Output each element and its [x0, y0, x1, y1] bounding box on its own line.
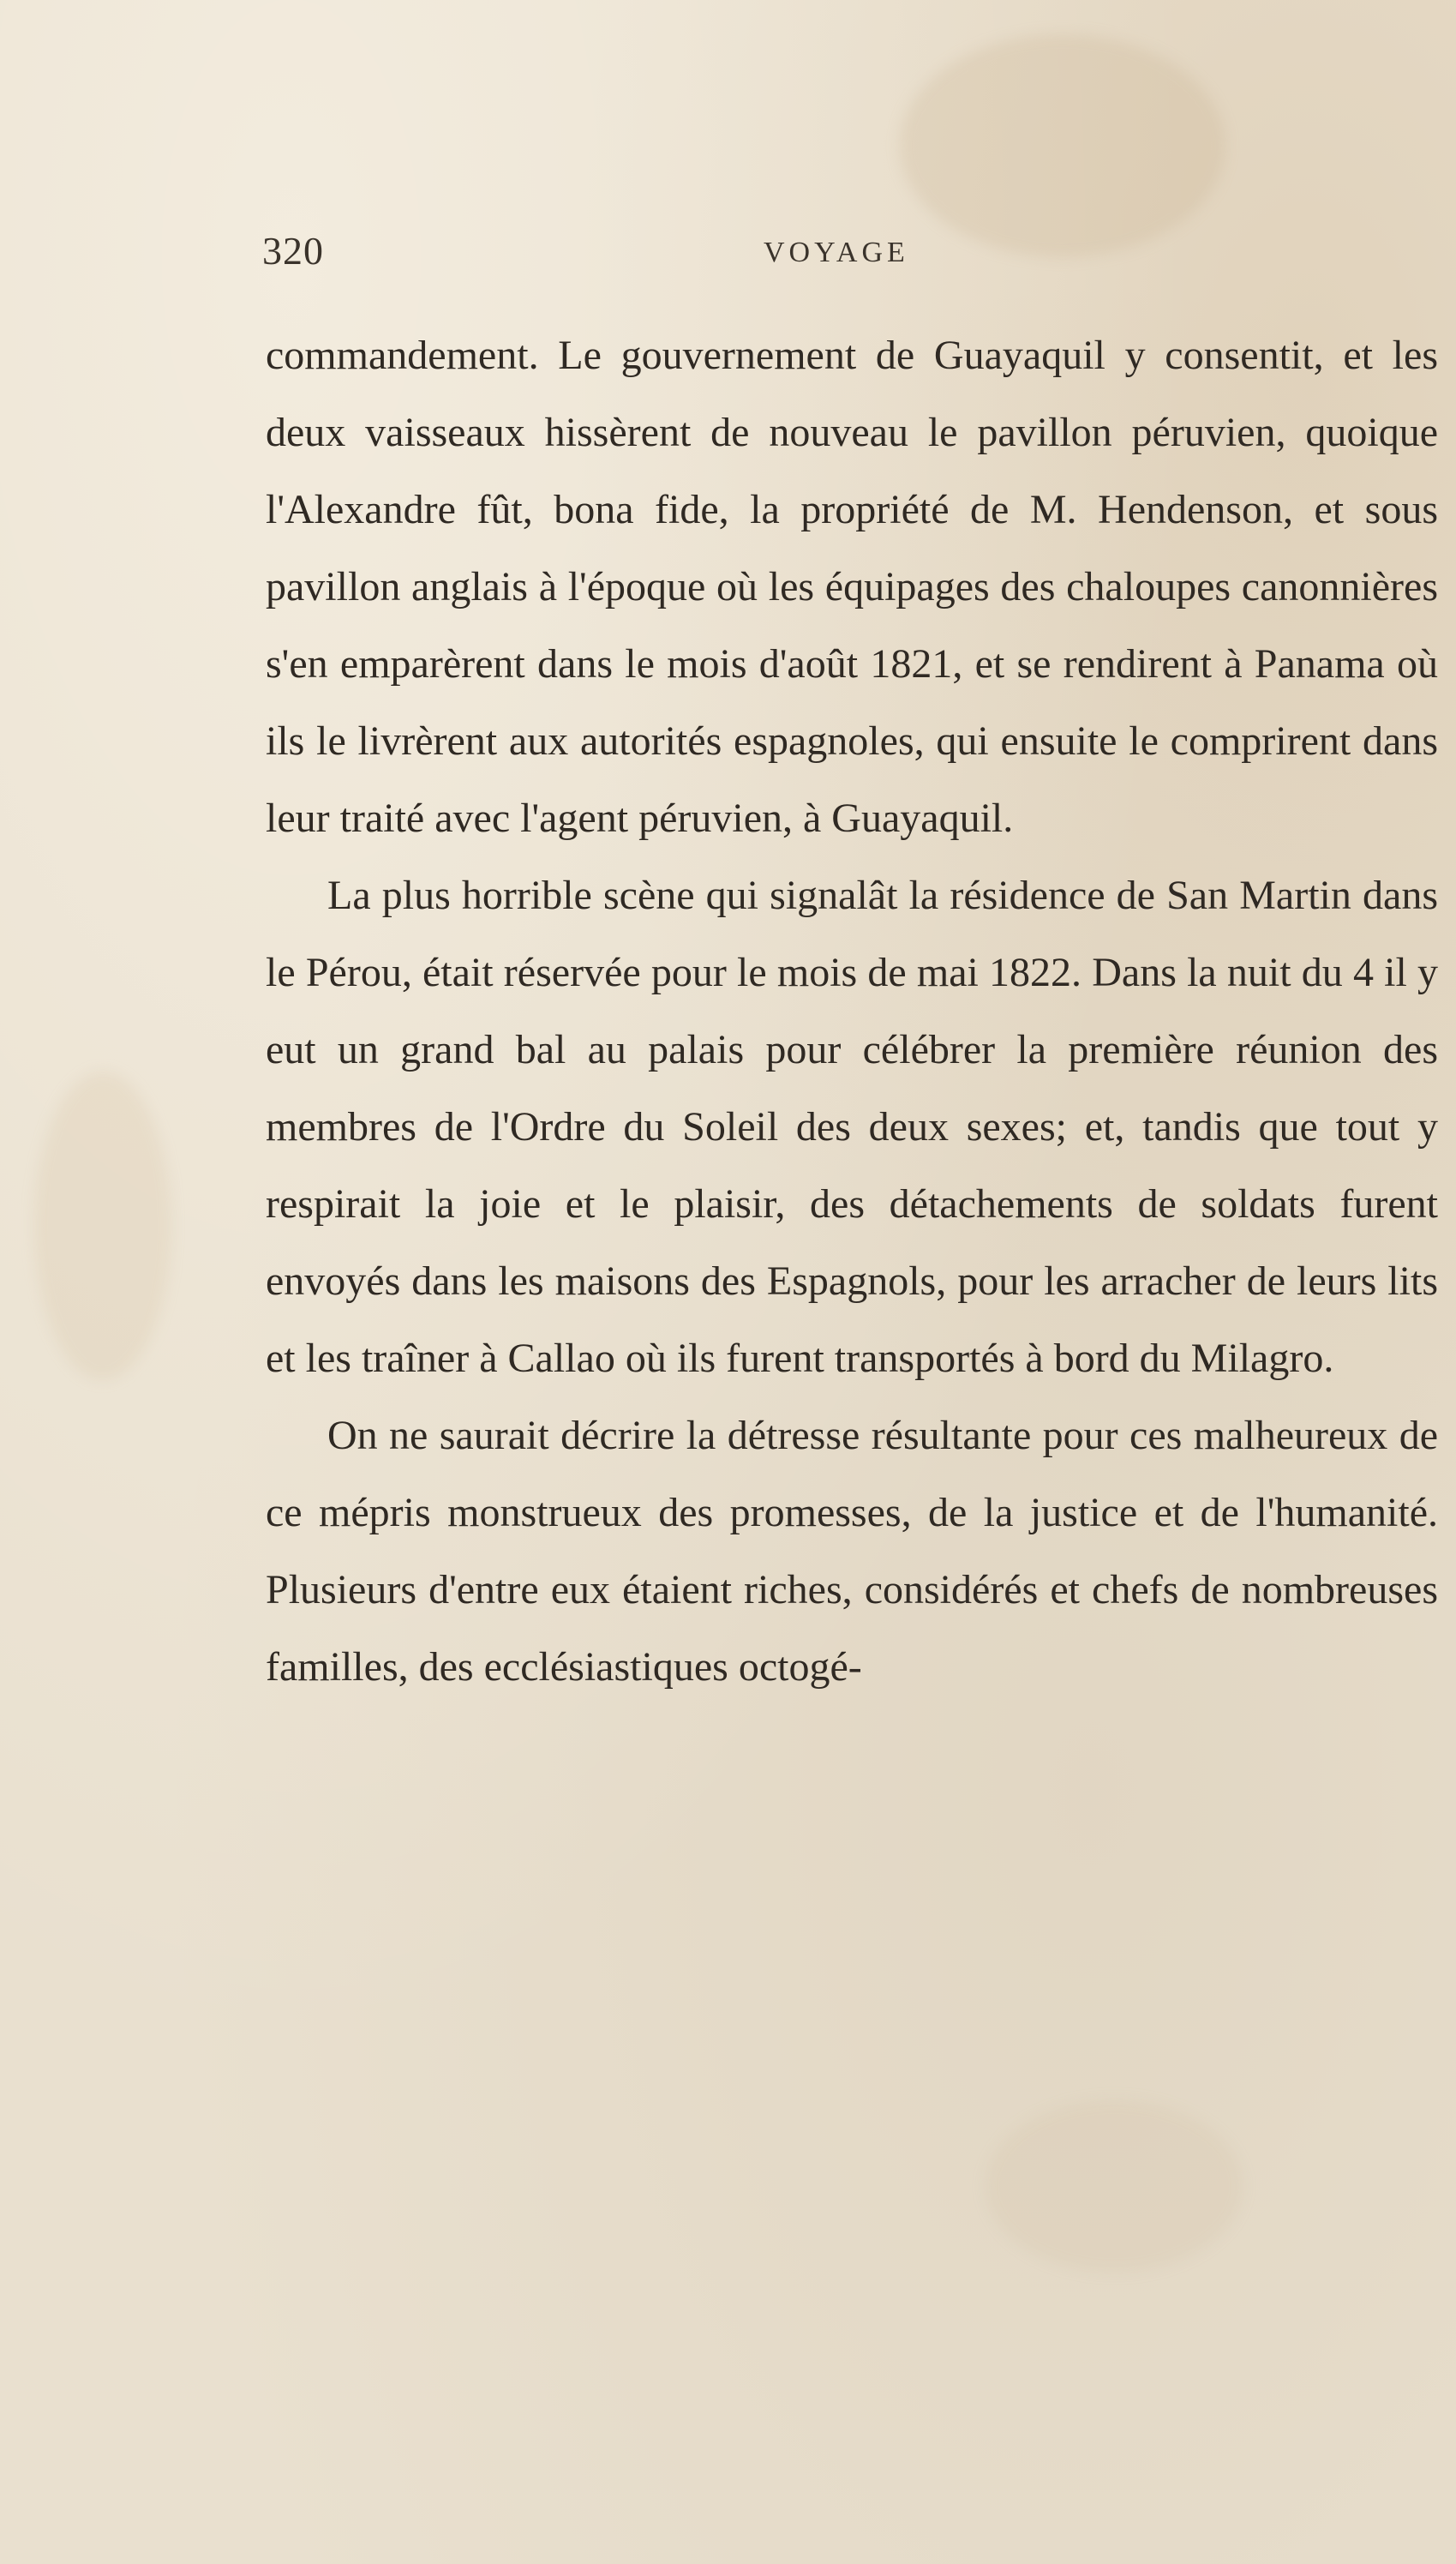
paragraph: On ne saurait décrire la détresse résultante pour ces malheureux de ce mépris monstrueux des promesses, de la justice et de l'humanité. Plusieurs d'entre eux étaient riches, considérés et chefs de nombreuses familles, des ecclésiastiques octogé-: [266, 1413, 1438, 1690]
page-header: [262, 228, 1436, 279]
page-number: 320: [262, 229, 324, 273]
paper-stain: [986, 2100, 1243, 2272]
paper-stain: [34, 1072, 171, 1380]
paragraph: La plus horrible scène qui signalât la résidence de San Martin dans le Pérou, était réservée pour le mois de mai 1822. Dans la nuit du 4 il y eut un grand bal au palais pour célébrer la première réunion des membres de l'Ordre du Soleil des deux sexes; et, tandis que tout y respirait la joie et le plaisir, des détachements de soldats furent envoyés dans les maisons des Espagnols, pour les arracher de leurs lits et les traîner à Callao où ils furent transportés à bord du Milagro.: [266, 873, 1438, 1381]
paragraph: commandement. Le gouvernement de Guayaquil y consentit, et les deux vaisseaux hissèrent de nouveau le pavillon péruvien, quoique l'Alexandre fût, bona fide, la propriété de M. Hendenson, et sous pavillon anglais à l'époque où les équipages des chaloupes canonnières s'en emparèrent dans le mois d'août 1821, et se rendirent à Panama où ils le livrèrent aux autorités espagnoles, qui ensuite le comprirent dans leur traité avec l'agent péruvien, à Guayaquil.: [266, 333, 1438, 841]
paper-stain: [900, 34, 1225, 257]
running-head: VOYAGE: [764, 237, 909, 268]
body-text: [266, 317, 1438, 1706]
